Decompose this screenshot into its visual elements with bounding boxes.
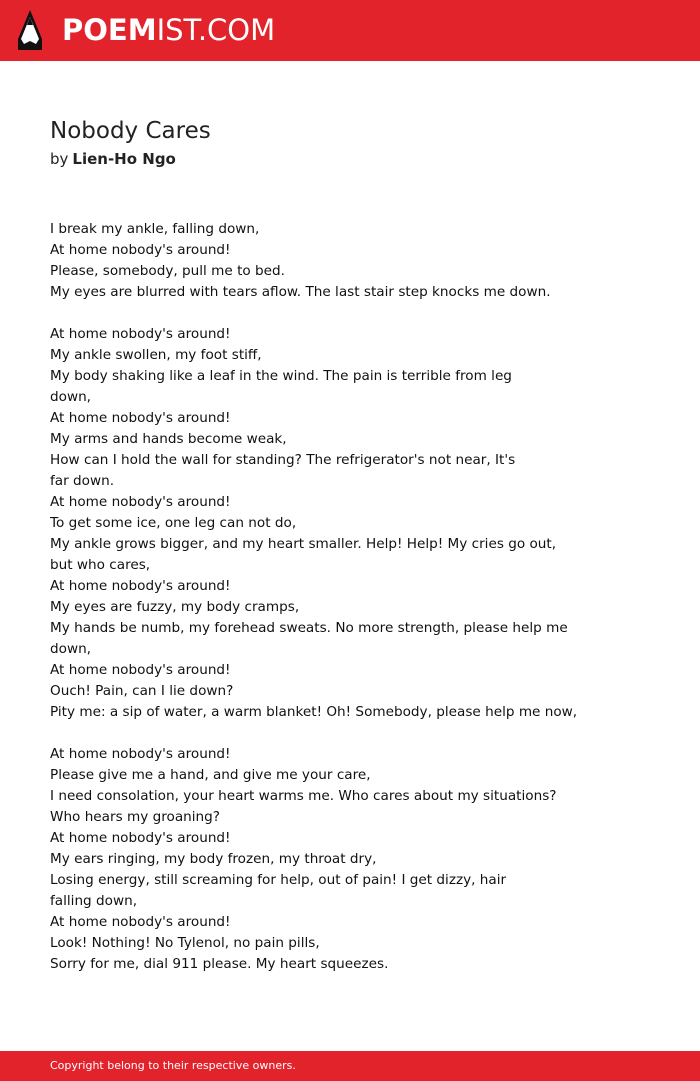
poem-byline — [50, 149, 176, 169]
site-logo[interactable] — [62, 13, 275, 47]
poem-line: Please give me a hand, and give me your care, — [50, 767, 371, 783]
poem-line: Who hears my groaning? — [50, 809, 221, 825]
poem-line: Please, somebody, pull me to bed. — [50, 263, 285, 279]
poem-line: My arms and hands become weak, — [50, 431, 287, 447]
poem-line: far down. — [50, 473, 115, 489]
poem-line: Ouch! Pain, can I lie down? — [50, 683, 234, 699]
poem-line: My ankle swollen, my foot stiff, — [50, 347, 262, 363]
poem-line: Sorry for me, dial 911 please. My heart squeezes. — [50, 956, 389, 972]
poem-line: but who cares, — [50, 557, 151, 573]
poem-line: Losing energy, still screaming for help, out of pain! I get dizzy, hair — [50, 872, 507, 888]
poem-line: I break my ankle, falling down, — [50, 221, 260, 237]
poem-line: down, — [50, 641, 92, 657]
poem-line: My ankle grows bigger, and my heart smaller. Help! Help! My cries go out, — [50, 536, 557, 552]
poem-line: How can I hold the wall for standing? The refrigerator's not near, It's — [50, 452, 516, 468]
poem-line: At home nobody's around! — [50, 578, 231, 594]
poem-line: I need consolation, your heart warms me. Who cares about my situations? — [50, 788, 557, 804]
poem-line: At home nobody's around! — [50, 914, 231, 930]
poem-line: At home nobody's around! — [50, 494, 231, 510]
poem-line: At home nobody's around! — [50, 662, 231, 678]
poem-line: My body shaking like a leaf in the wind. The pain is terrible from leg — [50, 368, 512, 384]
poem-body — [50, 219, 670, 975]
poem-author: Lien-Ho Ngo — [72, 150, 176, 168]
pencil-tip-icon[interactable] — [17, 9, 43, 51]
stanza-gap — [50, 723, 670, 744]
poem-line: My eyes are blurred with tears aflow. The last stair step knocks me down. — [50, 284, 551, 300]
poem-line: To get some ice, one leg can not do, — [50, 515, 297, 531]
poem-stanza — [50, 744, 670, 975]
poem-line: At home nobody's around! — [50, 746, 231, 762]
stanza-gap — [50, 303, 670, 324]
site-footer — [0, 1051, 700, 1081]
poem-line: Look! Nothing! No Tylenol, no pain pills, — [50, 935, 320, 951]
poem-line: At home nobody's around! — [50, 242, 231, 258]
site-header — [0, 0, 700, 61]
poem-stanza — [50, 219, 670, 303]
copyright-notice: Copyright belong to their respective owners. — [50, 1059, 296, 1072]
poem-title: Nobody Cares — [50, 118, 211, 144]
poem-line: At home nobody's around! — [50, 410, 231, 426]
poem-line: My hands be numb, my forehead sweats. No more strength, please help me — [50, 620, 568, 636]
poem-line: My eyes are fuzzy, my body cramps, — [50, 599, 300, 615]
poem-stanza — [50, 324, 670, 723]
poem-line: down, — [50, 389, 92, 405]
by-label: by — [50, 150, 69, 168]
logo-bold-text: POEM — [62, 13, 157, 47]
poem-line: Pity me: a sip of water, a warm blanket! Oh! Somebody, please help me now, — [50, 704, 578, 720]
poem-line: At home nobody's around! — [50, 326, 231, 342]
poem-line: falling down, — [50, 893, 138, 909]
poem-line: My ears ringing, my body frozen, my throat dry, — [50, 851, 377, 867]
logo-light-text: IST.COM — [156, 13, 276, 47]
poem-line: At home nobody's around! — [50, 830, 231, 846]
